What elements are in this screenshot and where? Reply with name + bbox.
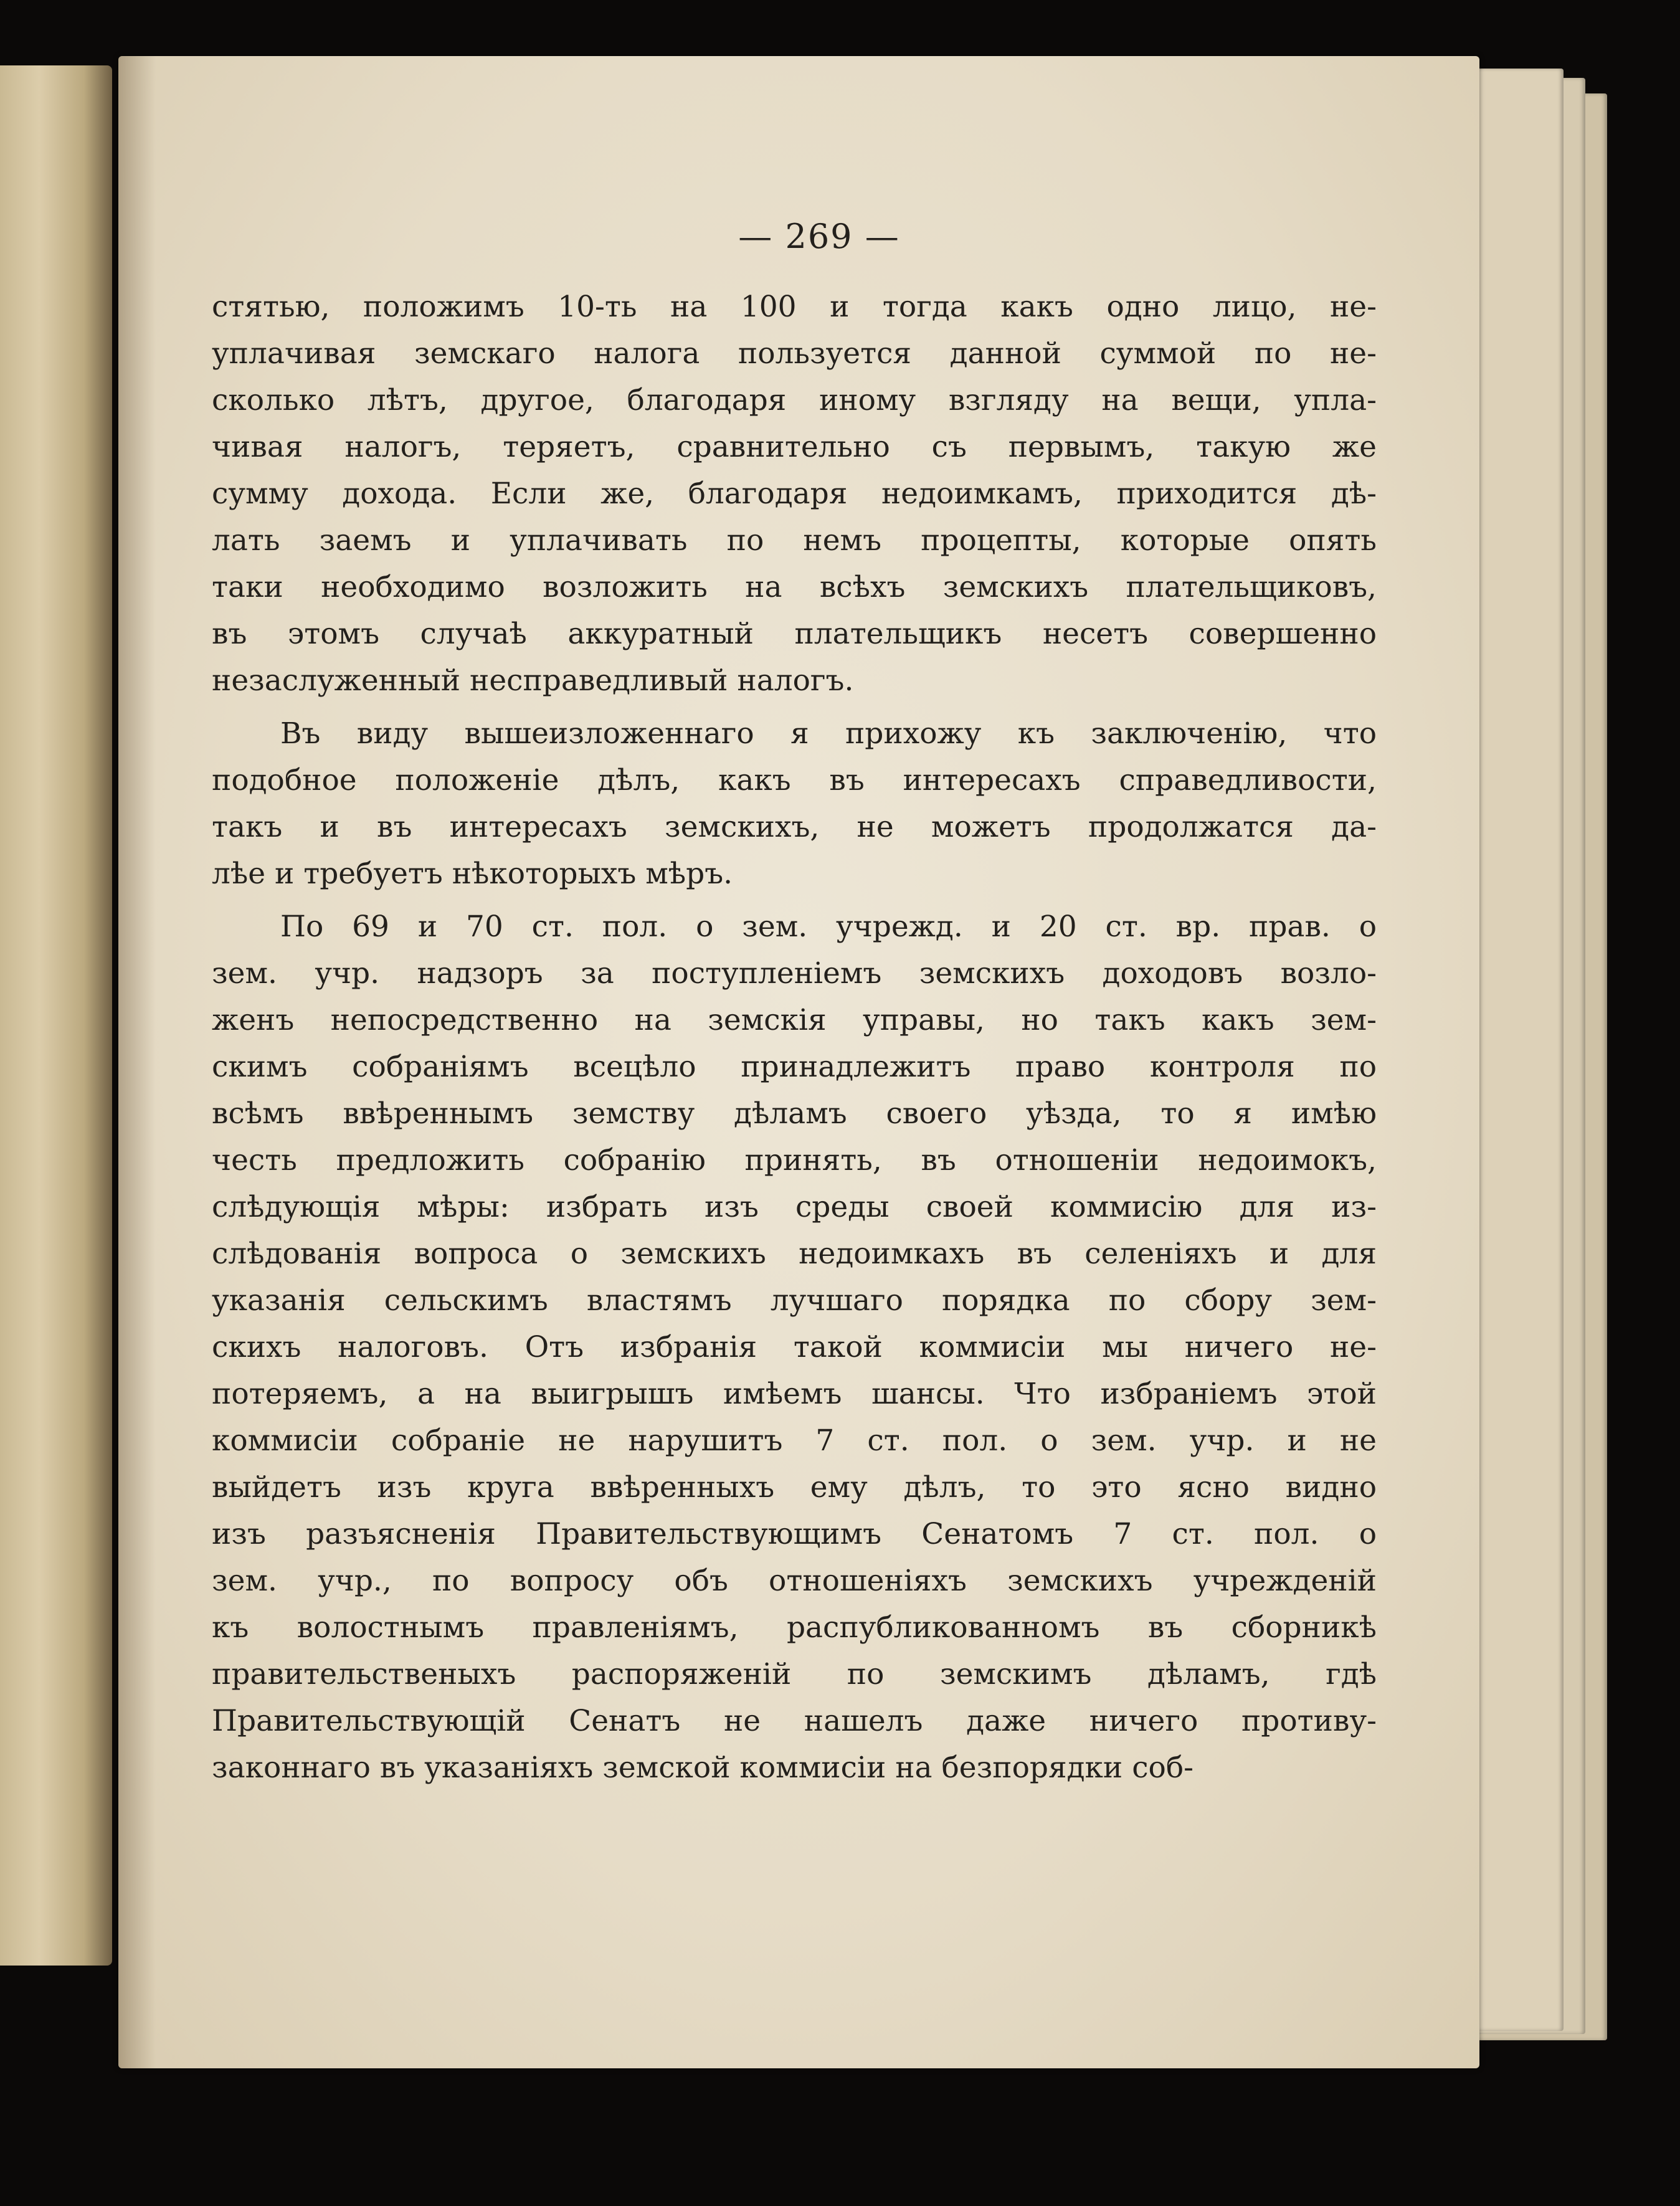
text-line: стятью, положимъ 10-ть на 100 и тогда какъ одно лицо, не-: [212, 290, 1377, 324]
text-line: сколько лѣтъ, другое, благодаря иному взгляду на вещи, упла-: [212, 383, 1377, 417]
text-line: сумму дохода. Если же, благодаря недоимкамъ, приходится дѣ-: [212, 477, 1377, 511]
text-line: слѣдующія мѣры: избрать изъ среды своей коммисію для из-: [212, 1190, 1377, 1224]
text-line: изъ разъясненія Правительствующимъ Сенатомъ 7 ст. пол. о: [212, 1517, 1377, 1551]
text-line: Въ виду вышеизложеннаго я прихожу къ заключенію, что: [280, 716, 1377, 751]
text-line: потеряемъ, а на выигрышъ имѣемъ шансы. Что избраніемъ этой: [212, 1377, 1377, 1411]
text-line: указанія сельскимъ властямъ лучшаго порядка по сбору зем-: [212, 1283, 1377, 1318]
text-line: уплачивая земскаго налога пользуется данной суммой по не-: [212, 336, 1377, 371]
text-line: незаслуженный несправедливый налогъ.: [212, 663, 854, 698]
text-line: По 69 и 70 ст. пол. о зем. учрежд. и 20 ст. вр. прав. о: [280, 910, 1377, 944]
text-line: въ этомъ случаѣ аккуратный плательщикъ несетъ совершенно: [212, 617, 1377, 651]
text-line: правительственыхъ распоряженій по земскимъ дѣламъ, гдѣ: [212, 1657, 1377, 1691]
text-line: къ волостнымъ правленіямъ, распубликованномъ въ сборникѣ: [212, 1610, 1377, 1645]
paragraph: [212, 283, 1377, 704]
text-line: всѣмъ ввѣреннымъ земству дѣламъ своего уѣзда, то я имѣю: [212, 1096, 1377, 1131]
text-line: чивая налогъ, теряетъ, сравнительно съ первымъ, такую же: [212, 430, 1377, 464]
text-line: коммисіи собраніе не нарушитъ 7 ст. пол. о зем. учр. и не: [212, 1424, 1377, 1458]
left-page-edge: [0, 65, 112, 1966]
text-line: зем. учр. надзоръ за поступленіемъ земскихъ доходовъ возло-: [212, 956, 1377, 991]
text-line: такъ и въ интересахъ земскихъ, не можетъ продолжатся да-: [212, 810, 1377, 844]
text-line: лѣе и требуетъ нѣкоторыхъ мѣръ.: [212, 857, 733, 891]
text-line: женъ непосредственно на земскія управы, но такъ какъ зем-: [212, 1003, 1377, 1037]
text-line: скихъ налоговъ. Отъ избранія такой коммисіи мы ничего не-: [212, 1330, 1377, 1364]
text-line: выйдетъ изъ круга ввѣренныхъ ему дѣлъ, то это ясно видно: [212, 1470, 1377, 1505]
text-line: честь предложить собранію принять, въ отношеніи недоимокъ,: [212, 1143, 1377, 1177]
text-line: слѣдованія вопроса о земскихъ недоимкахъ въ селеніяхъ и для: [212, 1237, 1377, 1271]
book-page: [118, 56, 1479, 2068]
text-line: законнаго въ указаніяхъ земской коммисіи на безпорядки соб-: [212, 1751, 1194, 1785]
text-line: зем. учр., по вопросу объ отношеніяхъ земскихъ учрежденій: [212, 1564, 1377, 1598]
text-line: подобное положеніе дѣлъ, какъ въ интересахъ справедливости,: [212, 763, 1377, 797]
text-line: Правительствующій Сенатъ не нашелъ даже ничего противу-: [212, 1704, 1377, 1738]
text-line: лать заемъ и уплачивать по немъ процепты, которые опять: [212, 523, 1377, 558]
text-line: скимъ собраніямъ всецѣло принадлежитъ право контроля по: [212, 1050, 1377, 1084]
paragraph: [212, 903, 1377, 1791]
body-text: [212, 283, 1377, 1791]
page-number: — 269 —: [738, 217, 900, 256]
page-gutter-shadow: [118, 56, 156, 2068]
page-text-block: [212, 218, 1377, 1797]
text-line: таки необходимо возложить на всѣхъ земскихъ плательщиковъ,: [212, 570, 1377, 604]
paragraph: [212, 710, 1377, 897]
